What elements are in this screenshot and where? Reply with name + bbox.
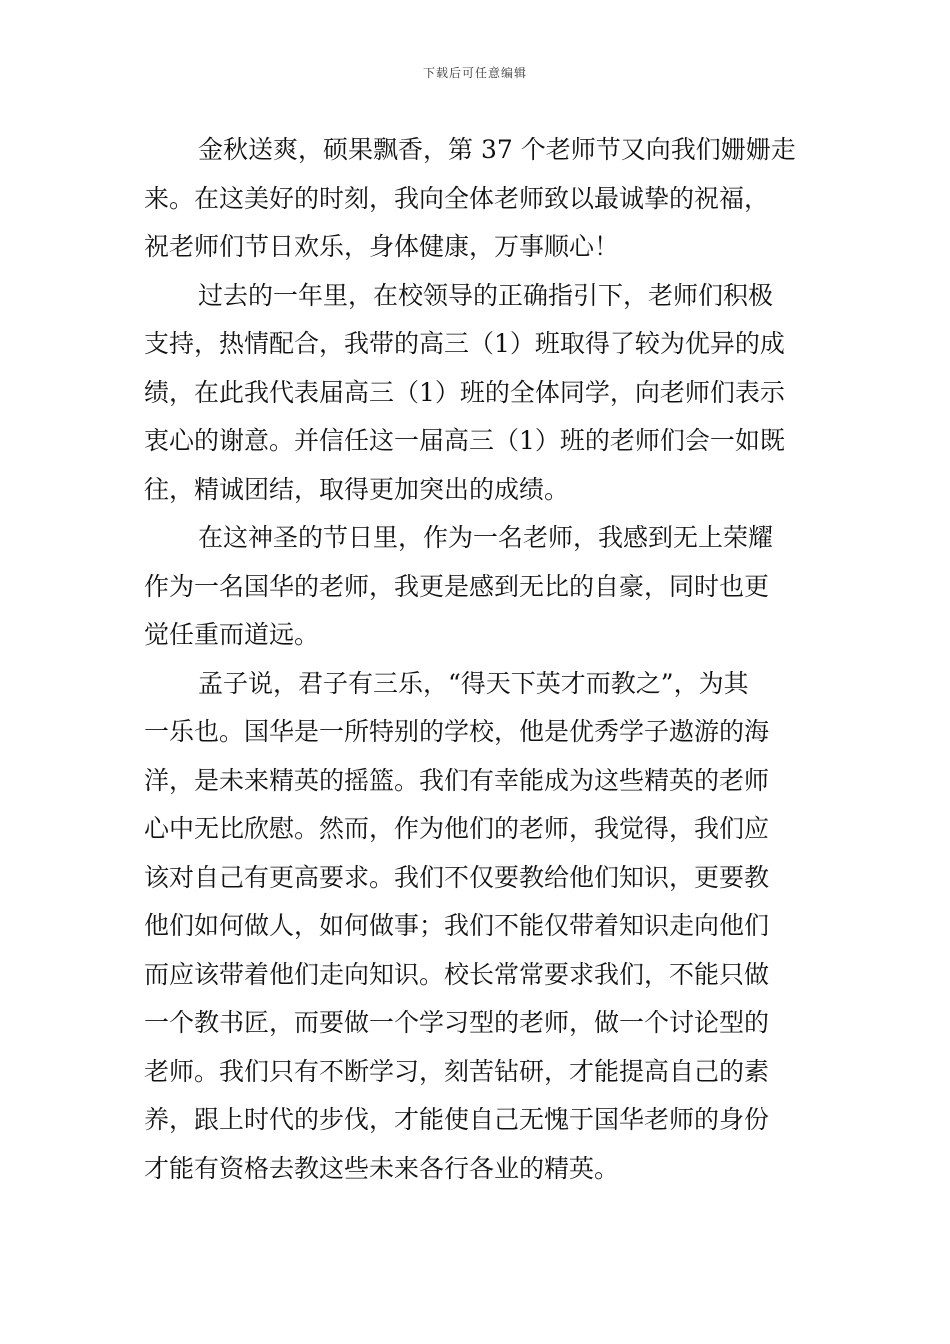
paragraph <box>144 660 808 1194</box>
paragraph-line: 在这神圣的节日里，作为一名老师，我感到无上荣耀 <box>198 523 774 552</box>
paragraph-line: 才能有资格去教这些未来各行各业的精英。 <box>144 1153 620 1183</box>
paragraph-line: 洋，是未来精英的摇篮。我们有幸能成为这些精英的老师 <box>144 765 770 795</box>
paragraph-line: 老师。我们只有不断学习，刻苦钻研，才能提高自己的素 <box>144 1056 770 1086</box>
paragraph-line: 心中无比欣慰。然而，作为他们的老师，我觉得，我们应 <box>144 814 770 843</box>
paragraph-line: 该对自己有更高要求。我们不仅要教给他们知识，更要教 <box>144 862 770 892</box>
paragraph-line: 绩，在此我代表届高三（1）班的全体同学，向老师们表示 <box>144 377 785 407</box>
paragraph-line: 养，跟上时代的步伐，才能使自己无愧于国华老师的身份 <box>144 1105 770 1134</box>
document-body <box>144 126 808 1193</box>
paragraph-line: 来。在这美好的时刻，我向全体老师致以最诚挚的祝福， <box>144 183 770 213</box>
paragraph-line: 往，精诚团结，取得更加突出的成绩。 <box>144 474 570 504</box>
paragraph <box>144 272 808 515</box>
paragraph-line: 一个教书匠，而要做一个学习型的老师，做一个讨论型的 <box>144 1008 770 1037</box>
paragraph-line: 祝老师们节日欢乐，身体健康，万事顺心！ <box>144 232 620 261</box>
paragraph-line: 觉任重而道远。 <box>144 620 320 649</box>
paragraph-line: 而应该带着他们走向知识。校长常常要求我们，不能只做 <box>144 959 770 989</box>
paragraph-line: 作为一名国华的老师，我更是感到无比的自豪，同时也更 <box>144 571 770 601</box>
paragraph-line: 孟子说，君子有三乐，“得天下英才而教之”，为其 <box>198 668 749 698</box>
paragraph-line: 金秋送爽，硕果飘香，第 37 个老师节又向我们姗姗走 <box>198 135 796 164</box>
paragraph <box>144 514 808 660</box>
paragraph <box>144 126 808 272</box>
paragraph-line: 过去的一年里，在校领导的正确指引下，老师们积极 <box>198 280 774 310</box>
paragraph-line: 一乐也。国华是一所特别的学校，他是优秀学子遨游的海 <box>144 717 770 746</box>
paragraph-line: 衷心的谢意。并信任这一届高三（1）班的老师们会一如既 <box>144 426 785 455</box>
page-header-note: 下载后可任意编辑 <box>422 66 527 80</box>
paragraph-line: 他们如何做人，如何做事；我们不能仅带着知识走向他们 <box>144 911 770 940</box>
paragraph-line: 支持，热情配合，我带的高三（1）班取得了较为优异的成 <box>144 329 785 358</box>
